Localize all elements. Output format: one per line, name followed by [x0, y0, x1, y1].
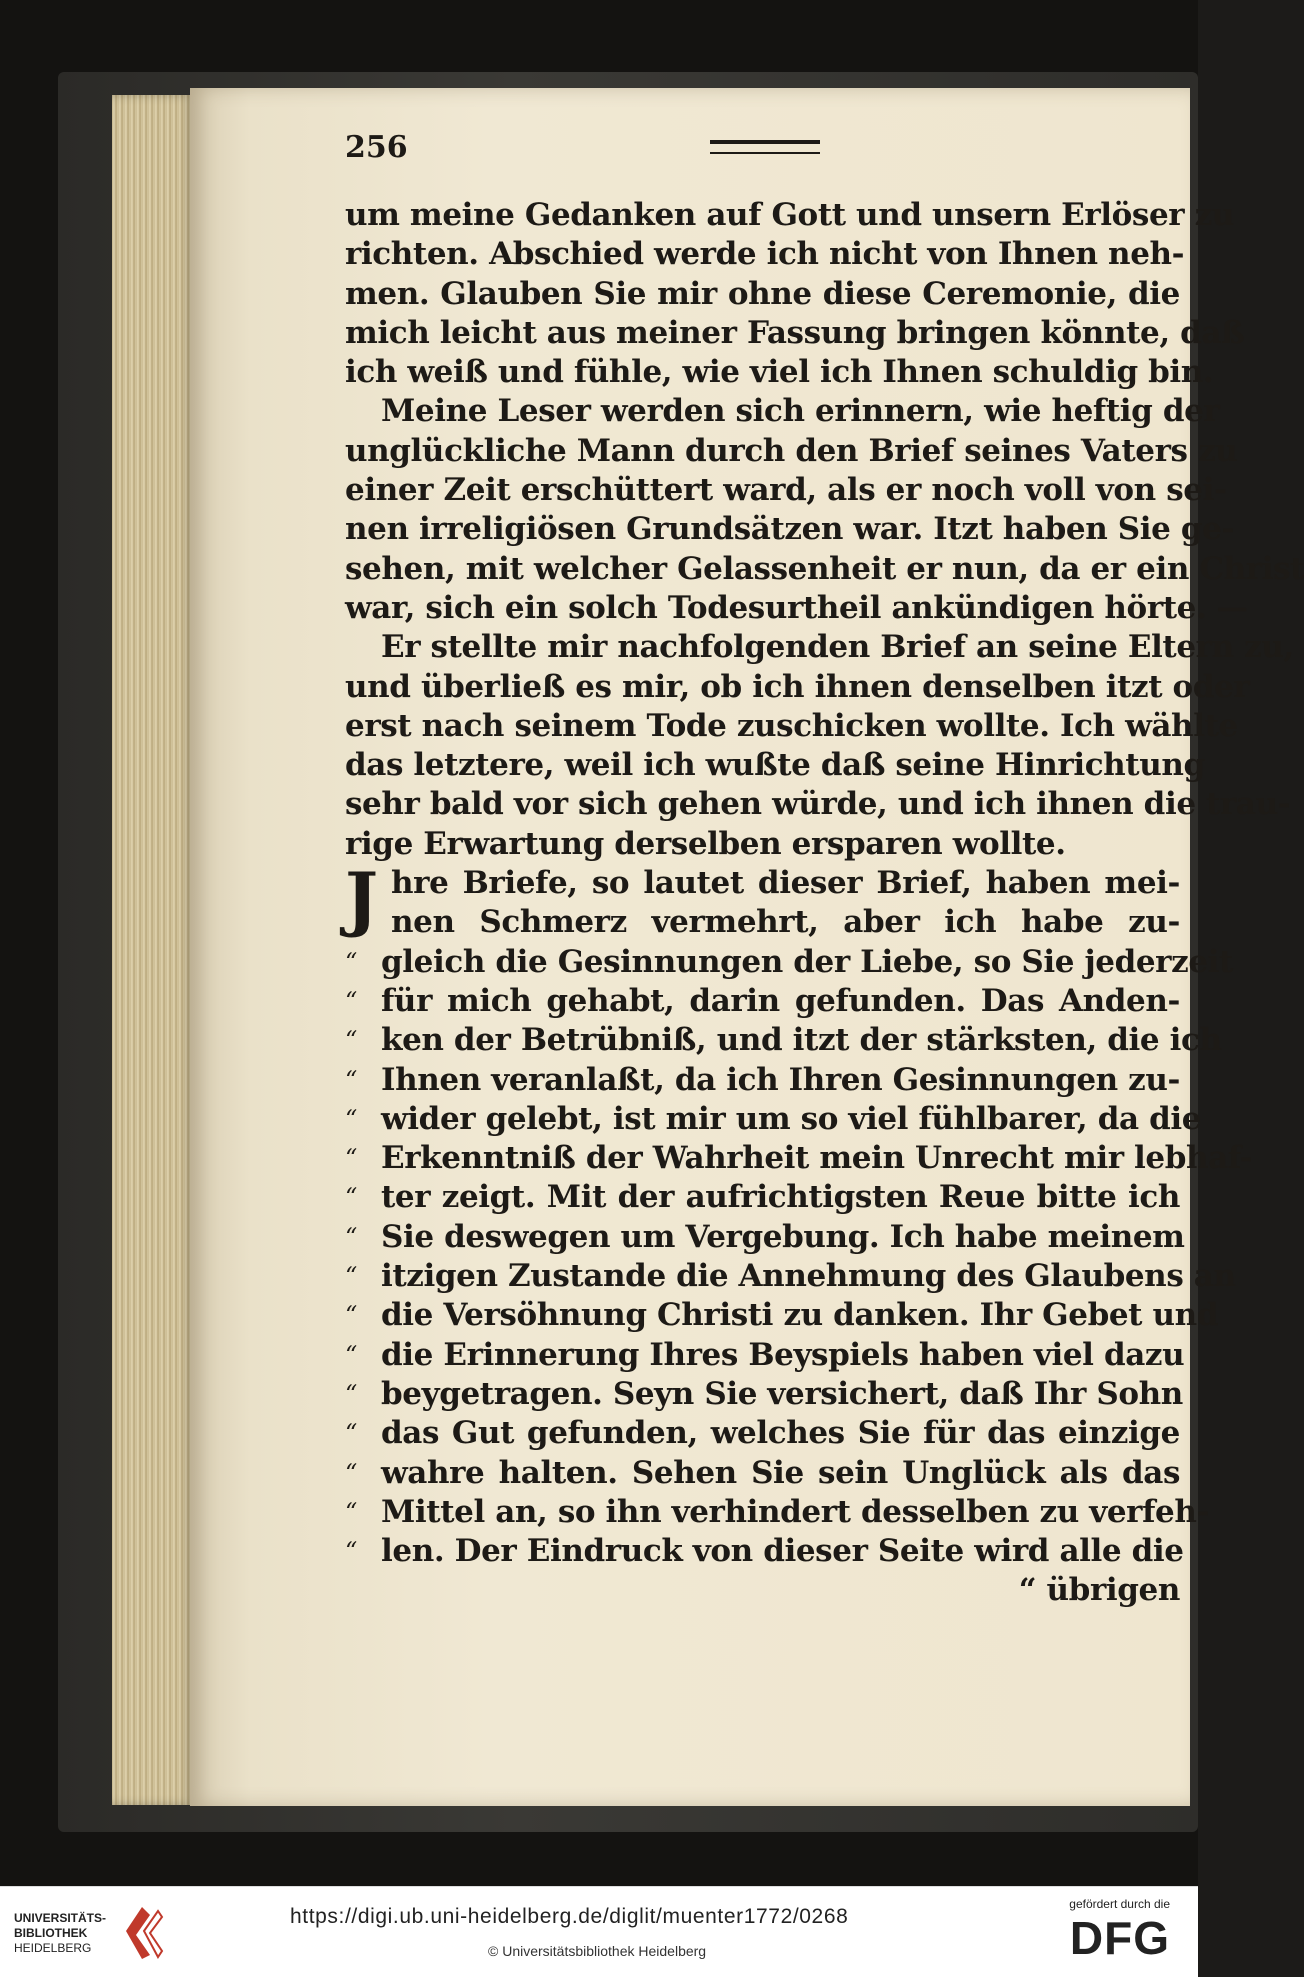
text-line: das letztere, weil ich wußte daß seine Hinrichtung: [345, 747, 1205, 784]
drop-cap: J: [345, 857, 378, 941]
quote-mark: “: [345, 1340, 357, 1369]
letter-line: [345, 1139, 1253, 1178]
funding-logo[interactable]: [1069, 1897, 1170, 1963]
text-line: erst nach seinem Tode zuschicken wollte. Ich wählte: [345, 707, 1238, 744]
quote-mark: “: [345, 1419, 357, 1448]
letter-line: [345, 1061, 1180, 1100]
letter-line: [345, 1336, 1185, 1375]
quote-mark: “: [345, 1458, 357, 1487]
text-line: Sie deswegen um Vergebung. Ich habe meinem: [381, 1218, 1185, 1255]
text-line: richten. Abschied werde ich nicht von Ihnen neh-: [345, 236, 1185, 273]
text-line: nen Schmerz vermehrt, aber ich habe zu-: [391, 904, 1180, 941]
library-name-line3: HEIDELBERG: [14, 1941, 92, 1955]
text-line: Ihnen veranlaßt, da ich Ihren Gesinnungen zu-: [381, 1061, 1180, 1098]
header-rule: [710, 140, 820, 154]
text-line: sehr bald vor sich gehen würde, und ich ihnen die trau-: [345, 786, 1291, 823]
text-line: wahre halten. Sehen Sie sein Unglück als das: [381, 1454, 1180, 1491]
letter-line: [345, 1454, 1180, 1493]
text-line: rige Erwartung derselben ersparen wollte.: [345, 825, 1066, 862]
viewer-footer: [0, 1886, 1198, 1977]
text-line: ken der Betrübniß, und itzt der stärksten, die ich: [381, 1022, 1222, 1059]
letter-line: [345, 1296, 1219, 1335]
letter-line: [345, 1218, 1185, 1257]
text-line: Mittel an, so ihn verhindert desselben zu verfeh-: [381, 1493, 1209, 1530]
letter-line: [345, 1414, 1180, 1453]
page-edges: [112, 95, 194, 1805]
text-line: um meine Gedanken auf Gott und unsern Erlöser zu: [345, 197, 1234, 233]
page-text: [345, 118, 1304, 1658]
quote-mark: “: [345, 1183, 357, 1212]
text-line: ich weiß und fühle, wie viel ich Ihnen schuldig bin.: [345, 354, 1214, 391]
text-line: gleich die Gesinnungen der Liebe, so Sie jederzeit: [381, 943, 1233, 980]
text-lines: [345, 196, 1304, 1611]
text-line: itzigen Zustande die Annehmung des Glaubens an: [381, 1258, 1236, 1295]
text-line: war, sich ein solch Todesurtheil ankündigen hörte. —: [345, 589, 1248, 626]
copyright-text: © Universitätsbibliothek Heidelberg: [488, 1943, 707, 1959]
quote-mark: “: [345, 1144, 357, 1173]
letter-line: [345, 1021, 1222, 1060]
text-line: einer Zeit erschüttert ward, als er noch voll von sei-: [345, 472, 1227, 509]
quote-mark: “: [345, 1026, 357, 1055]
letter-line: [345, 943, 1233, 982]
quote-mark: “: [345, 1222, 357, 1251]
letter-line: [345, 982, 1180, 1021]
library-name-line2: BIBLIOTHEK: [14, 1926, 88, 1940]
quote-mark: “: [345, 986, 357, 1015]
text-line: und überließ es mir, ob ich ihnen denselben itzt oder: [345, 668, 1250, 705]
quote-mark: “: [345, 1537, 357, 1566]
quote-mark: “: [345, 1497, 357, 1526]
page-number: 256: [345, 130, 408, 165]
text-line: die Versöhnung Christi zu danken. Ihr Gebet und: [381, 1297, 1219, 1334]
letter-line: [345, 1178, 1180, 1217]
text-line: Erkenntniß der Wahrheit mein Unrecht mir lebhaf-: [381, 1140, 1253, 1177]
catchword: “ übrigen: [1018, 1572, 1180, 1609]
text-line: sehen, mit welcher Gelassenheit er nun, da er ein Christ: [345, 550, 1304, 587]
text-line: das Gut gefunden, welches Sie für das einzige: [381, 1415, 1180, 1452]
quote-mark: “: [345, 1262, 357, 1291]
text-line: ter zeigt. Mit der aufrichtigsten Reue bitte ich: [381, 1179, 1180, 1216]
quote-mark: “: [345, 947, 357, 976]
letter-line: [345, 1100, 1202, 1139]
text-line: Meine Leser werden sich erinnern, wie heftig der: [381, 393, 1220, 430]
text-line: wider gelebt, ist mir um so viel fühlbarer, da die: [381, 1100, 1202, 1137]
text-line: hre Briefe, so lautet dieser Brief, haben mei-: [391, 865, 1180, 902]
quote-mark: “: [345, 1379, 357, 1408]
text-line: mich leicht aus meiner Fassung bringen könnte, daß: [345, 314, 1245, 351]
library-mark-icon: [120, 1901, 164, 1961]
quote-mark: “: [345, 1065, 357, 1094]
text-line: len. Der Eindruck von dieser Seite wird alle die: [381, 1533, 1184, 1570]
letter-line: [345, 1257, 1236, 1296]
text-line: beygetragen. Seyn Sie versichert, daß Ihr Sohn: [381, 1375, 1183, 1412]
quote-mark: “: [345, 1104, 357, 1133]
text-line: unglückliche Mann durch den Brief seines Vaters zu: [345, 432, 1238, 469]
library-name-line1: UNIVERSITÄTS-: [14, 1911, 107, 1925]
letter-line: [345, 1493, 1209, 1532]
dfg-logo-text: DFG: [1069, 1912, 1170, 1964]
text-line: Er stellte mir nachfolgenden Brief an seine Eltern zu,: [381, 629, 1294, 666]
quote-mark: “: [345, 1301, 357, 1330]
letter-line: [345, 1532, 1184, 1571]
text-line: men. Glauben Sie mir ohne diese Ceremonie, die: [345, 275, 1180, 312]
funding-note: gefördert durch die: [1069, 1897, 1170, 1911]
text-line: für mich gehabt, darin gefunden. Das Anden-: [381, 982, 1180, 1019]
text-line: nen irreligiösen Grundsätzen war. Itzt haben Sie ge-: [345, 511, 1234, 548]
text-line: die Erinnerung Ihres Beyspiels haben viel dazu: [381, 1336, 1185, 1373]
letter-line: [345, 1375, 1183, 1414]
permalink-url[interactable]: https://digi.ub.uni-heidelberg.de/diglit/muenter1772/0268: [290, 1905, 849, 1928]
letter-line: [345, 903, 1180, 942]
